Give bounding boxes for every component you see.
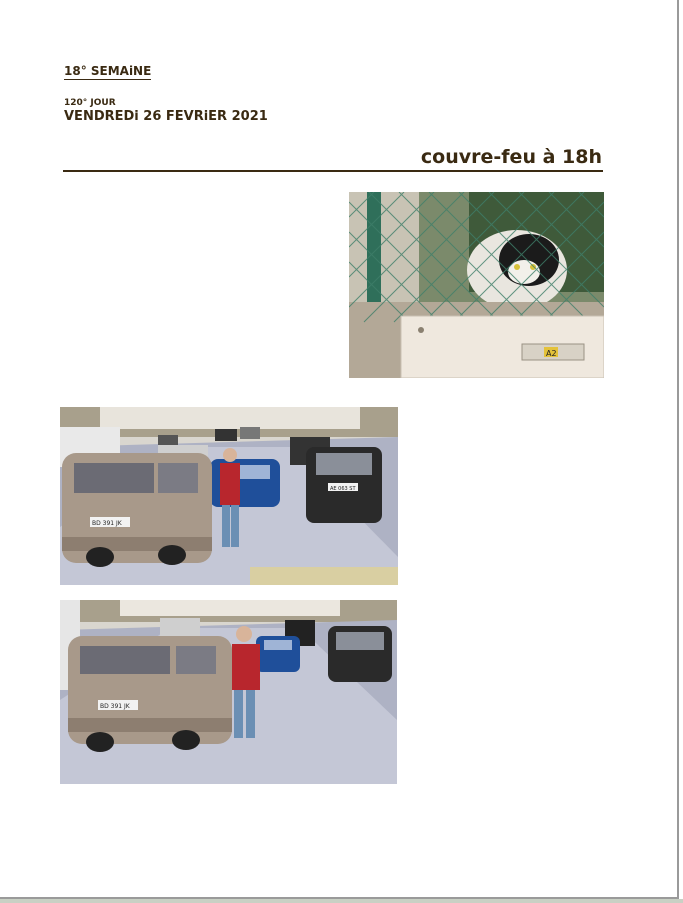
bottom-toolbar-strip	[0, 899, 683, 903]
cat-photo	[349, 192, 604, 378]
header-rule	[63, 170, 603, 172]
day-number: 120° JOUR	[64, 98, 116, 108]
rear-plate-text: AE 063 ST	[330, 486, 356, 492]
front-plate-text-2: BD 391 JK	[100, 703, 130, 710]
front-plate-text: BD 391 JK	[92, 520, 122, 527]
street-photo-bottom	[60, 600, 397, 784]
headline: couvre-feu à 18h	[420, 146, 602, 168]
street-photo-top	[60, 407, 398, 585]
meter-plate-text: A2	[546, 349, 557, 358]
date-line: VENDREDi 26 FEVRiER 2021	[64, 109, 268, 124]
week-label: 18° SEMAiNE	[64, 64, 152, 78]
